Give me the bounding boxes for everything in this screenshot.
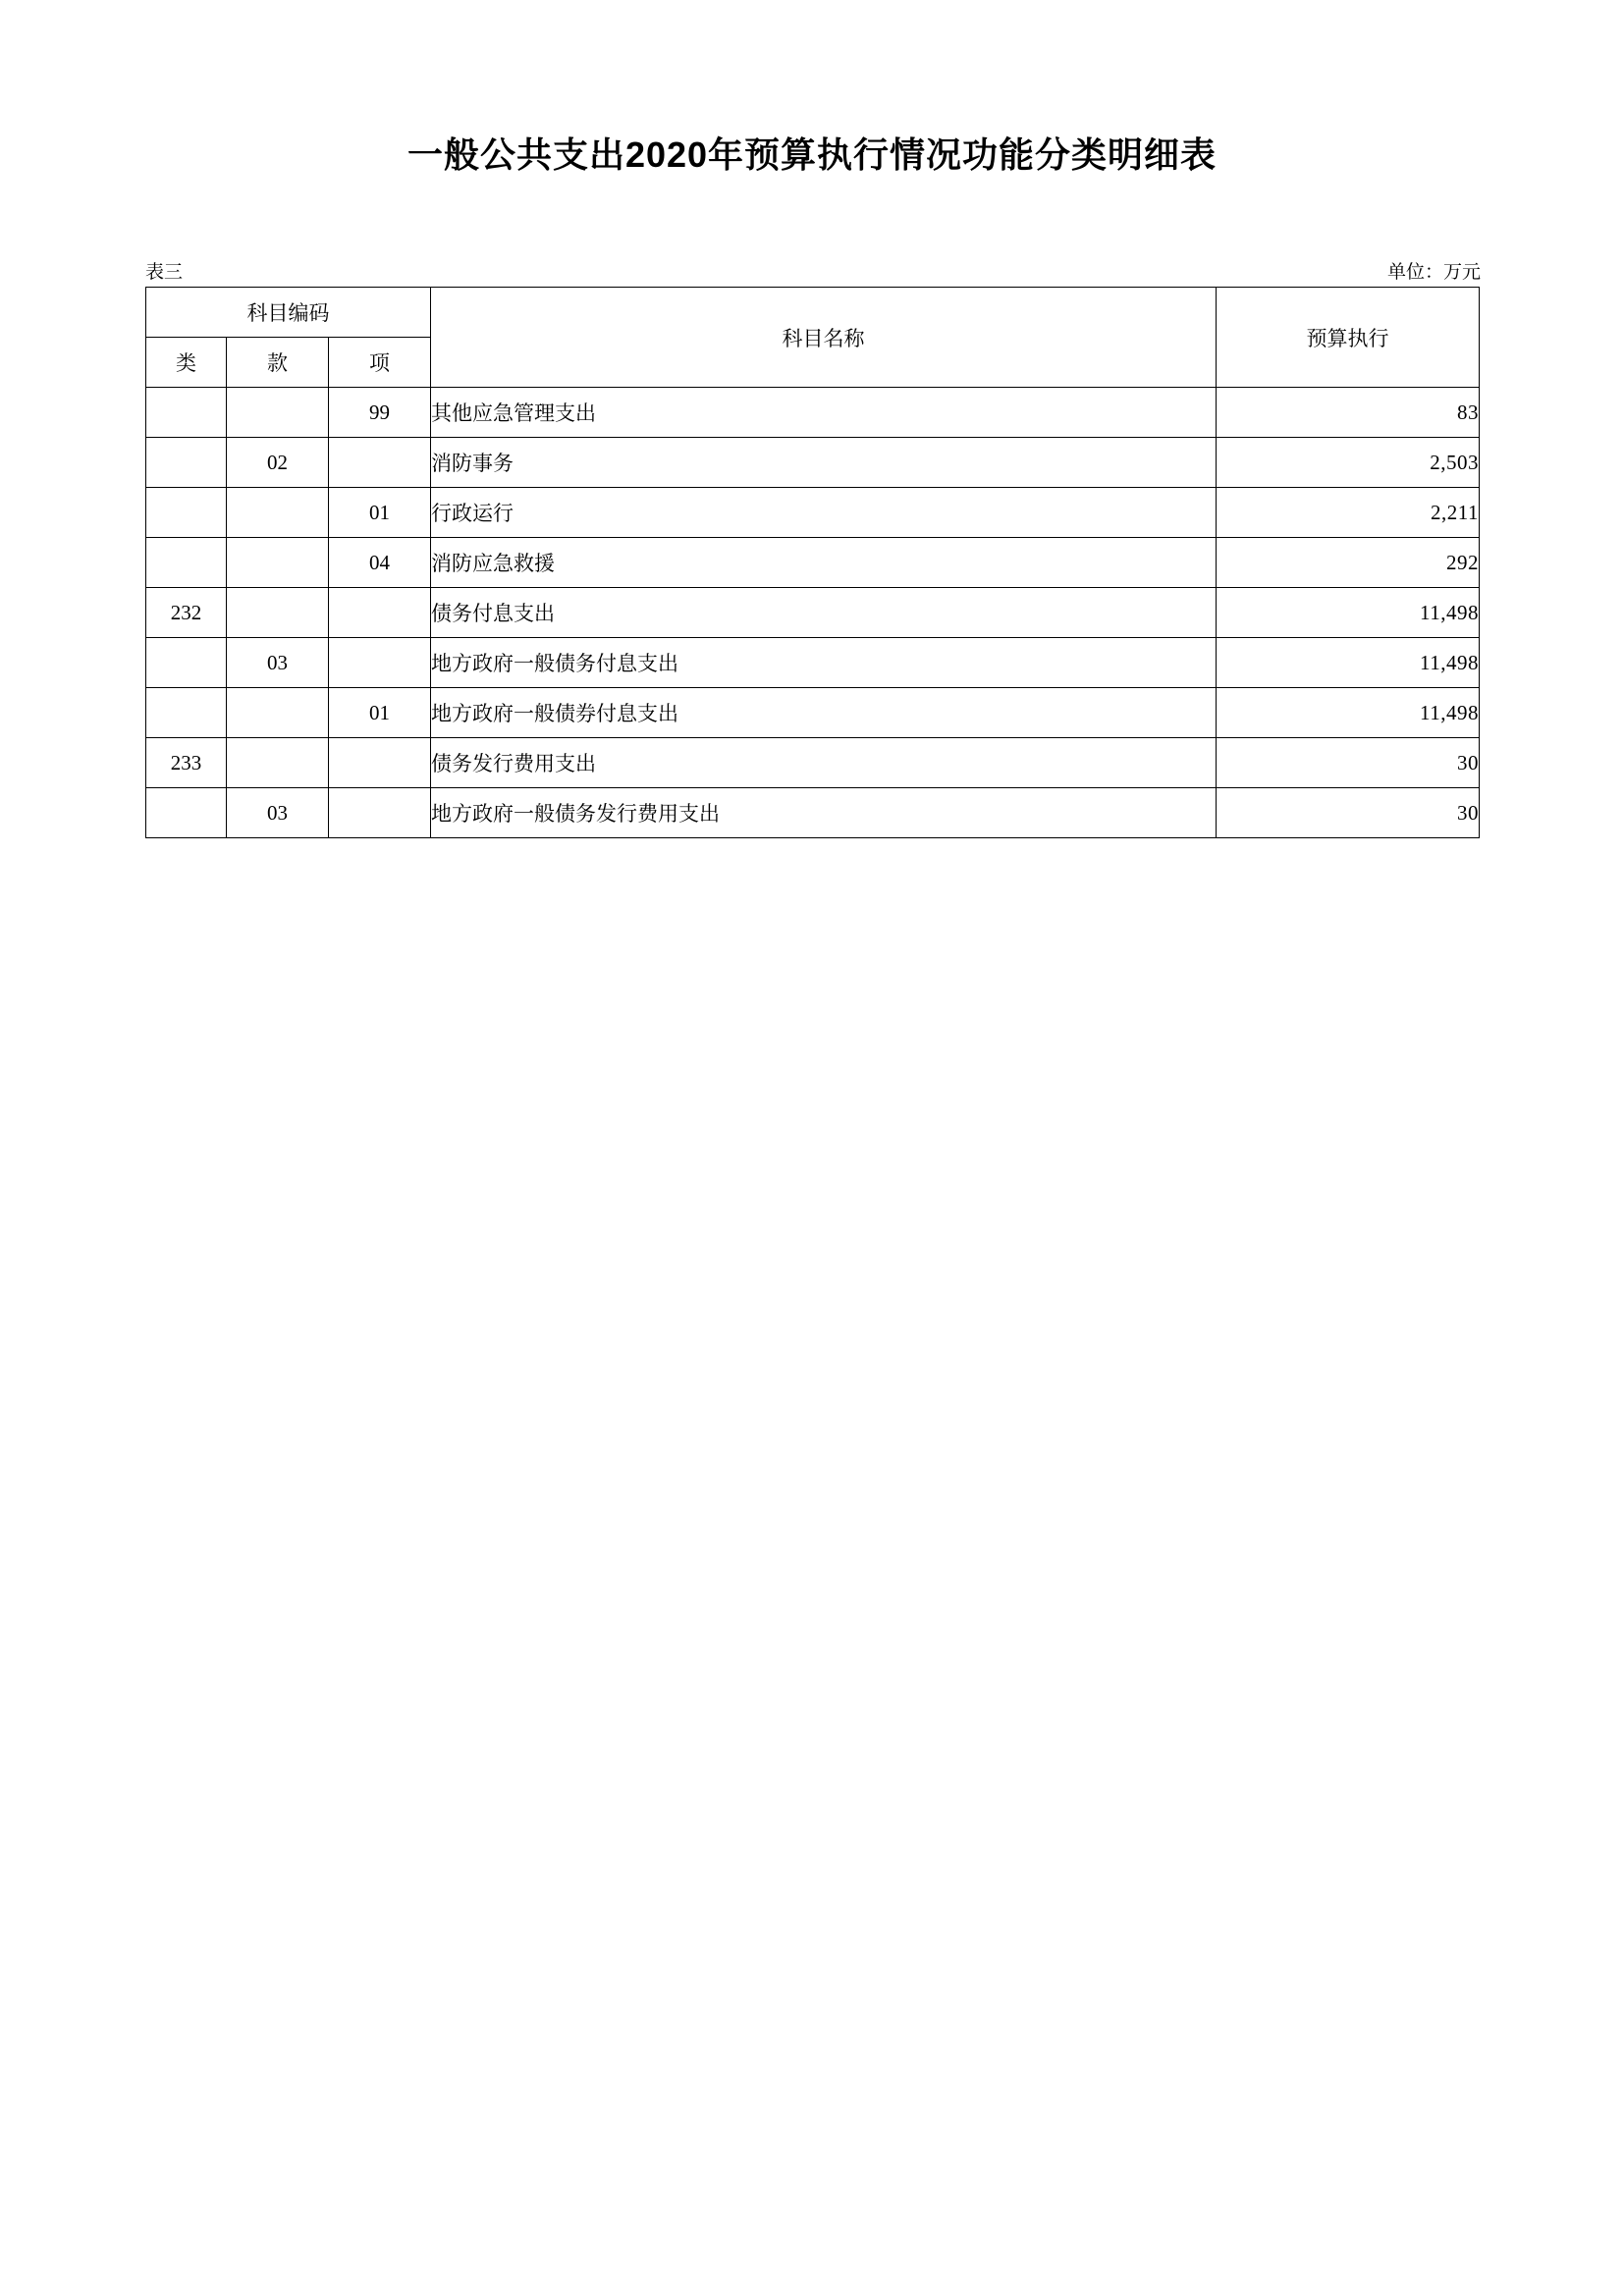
cell-lei [146,388,227,438]
cell-xiang [329,638,431,688]
cell-xiang: 01 [329,688,431,738]
cell-amount: 11,498 [1217,638,1480,688]
cell-amount: 11,498 [1217,688,1480,738]
cell-subject-name: 地方政府一般债券付息支出 [431,688,1217,738]
table-row [146,388,1480,438]
cell-subject-name: 消防事务 [431,438,1217,488]
header-xiang: 项 [329,338,431,388]
cell-xiang [329,588,431,638]
sheet-label: 表三 [145,262,184,283]
cell-kuan [227,738,329,788]
table-row [146,638,1480,688]
cell-xiang [329,738,431,788]
subtitle-row [145,257,1481,281]
cell-xiang: 01 [329,488,431,538]
table-row [146,538,1480,588]
cell-subject-name: 债务发行费用支出 [431,738,1217,788]
header-lei: 类 [146,338,227,388]
cell-kuan [227,538,329,588]
header-amount: 预算执行 [1217,288,1480,388]
cell-lei [146,638,227,688]
cell-lei: 232 [146,588,227,638]
header-kuan: 款 [227,338,329,388]
cell-kuan [227,588,329,638]
cell-kuan: 03 [227,638,329,688]
cell-subject-name: 消防应急救援 [431,538,1217,588]
cell-kuan [227,688,329,738]
cell-kuan [227,488,329,538]
cell-amount: 83 [1217,388,1480,438]
cell-subject-name: 债务付息支出 [431,588,1217,638]
cell-lei: 233 [146,738,227,788]
table-row [146,688,1480,738]
table-row [146,488,1480,538]
cell-subject-name: 其他应急管理支出 [431,388,1217,438]
table-row [146,588,1480,638]
cell-kuan [227,388,329,438]
table-row [146,438,1480,488]
table-head [146,288,1480,388]
cell-lei [146,538,227,588]
budget-table [145,287,1480,838]
cell-subject-name: 地方政府一般债务付息支出 [431,638,1217,688]
cell-amount: 2,503 [1217,438,1480,488]
cell-amount: 30 [1217,738,1480,788]
cell-kuan: 02 [227,438,329,488]
cell-xiang: 04 [329,538,431,588]
cell-subject-name: 地方政府一般债务发行费用支出 [431,788,1217,838]
page-title: 一般公共支出2020年预算执行情况功能分类明细表 [406,134,1218,175]
cell-subject-name: 行政运行 [431,488,1217,538]
cell-lei [146,488,227,538]
cell-amount: 11,498 [1217,588,1480,638]
cell-amount: 292 [1217,538,1480,588]
cell-lei [146,688,227,738]
table-row [146,738,1480,788]
header-name: 科目名称 [431,288,1217,388]
cell-xiang: 99 [329,388,431,438]
cell-lei [146,788,227,838]
cell-amount: 2,211 [1217,488,1480,538]
table-body [146,388,1480,838]
cell-xiang [329,788,431,838]
unit-label: 单位：万元 [1386,262,1481,283]
cell-kuan: 03 [227,788,329,838]
header-code-group: 科目编码 [146,288,431,338]
cell-lei [146,438,227,488]
table-header-row-1 [146,288,1480,338]
cell-amount: 30 [1217,788,1480,838]
table-row [146,788,1480,838]
cell-xiang [329,438,431,488]
